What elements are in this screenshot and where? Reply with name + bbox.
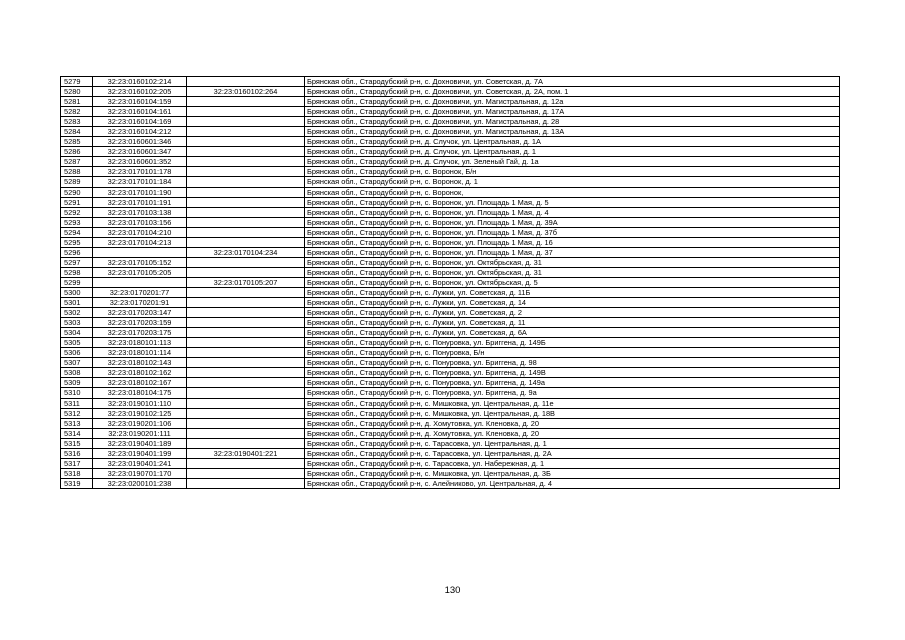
row-number-cell: 5318 (61, 468, 93, 478)
row-number-cell: 5298 (61, 267, 93, 277)
table-row (61, 237, 840, 247)
previous-number-cell (187, 107, 305, 117)
previous-number-cell (187, 468, 305, 478)
previous-number-cell: 32:23:0190401:221 (187, 448, 305, 458)
row-number-cell: 5285 (61, 137, 93, 147)
table-row (61, 358, 840, 368)
address-cell: Брянская обл., Стародубский р-н, с. Дохновичи, ул. Магистральная, д. 28 (305, 117, 840, 127)
cadastral-number-cell: 32:23:0160104:212 (93, 127, 187, 137)
cadastral-number-cell: 32:23:0160601:352 (93, 157, 187, 167)
cadastral-number-cell (93, 277, 187, 287)
previous-number-cell (187, 117, 305, 127)
address-cell: Брянская обл., Стародубский р-н, с. Понуровка, ул. Бриггена, д. 98 (305, 358, 840, 368)
cadastral-number-cell: 32:23:0170104:210 (93, 227, 187, 237)
previous-number-cell (187, 227, 305, 237)
previous-number-cell: 32:23:0160102:264 (187, 87, 305, 97)
table-row (61, 388, 840, 398)
table-row (61, 157, 840, 167)
cadastral-number-cell: 32:23:0190102:125 (93, 408, 187, 418)
previous-number-cell (187, 438, 305, 448)
table-row (61, 167, 840, 177)
previous-number-cell (187, 157, 305, 167)
address-cell: Брянская обл., Стародубский р-н, с. Понуровка, ул. Бриггена, д. 9а (305, 388, 840, 398)
row-number-cell: 5304 (61, 328, 93, 338)
row-number-cell: 5302 (61, 308, 93, 318)
table-row (61, 418, 840, 428)
cadastral-number-cell: 32:23:0170203:159 (93, 318, 187, 328)
table-row (61, 438, 840, 448)
cadastral-number-cell: 32:23:0160601:347 (93, 147, 187, 157)
table-row (61, 197, 840, 207)
previous-number-cell (187, 77, 305, 87)
previous-number-cell (187, 267, 305, 277)
previous-number-cell (187, 147, 305, 157)
cadastral-number-cell: 32:23:0180102:143 (93, 358, 187, 368)
address-cell: Брянская обл., Стародубский р-н, с. Алейниково, ул. Центральная, д. 4 (305, 478, 840, 488)
cadastral-number-cell: 32:23:0190401:241 (93, 458, 187, 468)
table-row (61, 287, 840, 297)
table-row (61, 448, 840, 458)
row-number-cell: 5307 (61, 358, 93, 368)
table-row (61, 87, 840, 97)
table-row (61, 147, 840, 157)
row-number-cell: 5315 (61, 438, 93, 448)
table-row (61, 177, 840, 187)
row-number-cell: 5309 (61, 378, 93, 388)
address-cell: Брянская обл., Стародубский р-н, д. Хомутовка, ул. Кленовка, д. 20 (305, 428, 840, 438)
address-cell: Брянская обл., Стародубский р-н, с. Дохновичи, ул. Магистральная, д. 13А (305, 127, 840, 137)
previous-number-cell (187, 428, 305, 438)
address-cell: Брянская обл., Стародубский р-н, с. Дохновичи, ул. Советская, д. 2А, пом. 1 (305, 87, 840, 97)
row-number-cell: 5292 (61, 207, 93, 217)
table-row (61, 348, 840, 358)
row-number-cell: 5303 (61, 318, 93, 328)
cadastral-number-cell: 32:23:0160104:169 (93, 117, 187, 127)
row-number-cell: 5306 (61, 348, 93, 358)
previous-number-cell (187, 388, 305, 398)
address-cell: Брянская обл., Стародубский р-н, с. Воронок, ул. Площадь 1 Мая, д. 16 (305, 237, 840, 247)
cadastral-number-cell: 32:23:0160102:205 (93, 87, 187, 97)
row-number-cell: 5300 (61, 287, 93, 297)
table-row (61, 428, 840, 438)
previous-number-cell (187, 358, 305, 368)
cadastral-number-cell: 32:23:0190201:111 (93, 428, 187, 438)
address-cell: Брянская обл., Стародубский р-н, с. Воронок, д. 1 (305, 177, 840, 187)
previous-number-cell (187, 348, 305, 358)
cadastral-number-cell: 32:23:0160601:346 (93, 137, 187, 147)
previous-number-cell (187, 408, 305, 418)
previous-number-cell (187, 298, 305, 308)
previous-number-cell (187, 338, 305, 348)
table-row (61, 77, 840, 87)
table-row (61, 257, 840, 267)
row-number-cell: 5313 (61, 418, 93, 428)
previous-number-cell (187, 318, 305, 328)
address-cell: Брянская обл., Стародубский р-н, с. Воронок, ул. Октябрьская, д. 31 (305, 267, 840, 277)
cadastral-number-cell: 32:23:0180101:113 (93, 338, 187, 348)
previous-number-cell (187, 287, 305, 297)
row-number-cell: 5279 (61, 77, 93, 87)
row-number-cell: 5280 (61, 87, 93, 97)
address-cell: Брянская обл., Стародубский р-н, с. Тарасовка, ул. Центральная, д. 1 (305, 438, 840, 448)
address-cell: Брянская обл., Стародубский р-н, с. Дохновичи, ул. Магистральная, д. 12а (305, 97, 840, 107)
address-cell: Брянская обл., Стародубский р-н, с. Понуровка, ул. Бриггена, д. 149а (305, 378, 840, 388)
cadastral-number-cell: 32:23:0170101:184 (93, 177, 187, 187)
row-number-cell: 5293 (61, 217, 93, 227)
cadastral-number-cell: 32:23:0170203:147 (93, 308, 187, 318)
row-number-cell: 5290 (61, 187, 93, 197)
previous-number-cell (187, 308, 305, 318)
previous-number-cell (187, 167, 305, 177)
table-row (61, 478, 840, 488)
table-row (61, 378, 840, 388)
address-cell: Брянская обл., Стародубский р-н, с. Лужки, ул. Советская, д. 11Б (305, 287, 840, 297)
address-cell: Брянская обл., Стародубский р-н, с. Воронок, ул. Площадь 1 Мая, д. 5 (305, 197, 840, 207)
row-number-cell: 5301 (61, 298, 93, 308)
table-body (61, 77, 840, 489)
address-cell: Брянская обл., Стародубский р-н, с. Лужки, ул. Советская, д. 14 (305, 298, 840, 308)
row-number-cell: 5281 (61, 97, 93, 107)
table-row (61, 308, 840, 318)
cadastral-number-cell: 32:23:0170101:190 (93, 187, 187, 197)
table-row (61, 207, 840, 217)
previous-number-cell (187, 368, 305, 378)
address-cell: Брянская обл., Стародубский р-н, с. Мишковка, ул. Центральная, д. 11е (305, 398, 840, 408)
table-row (61, 217, 840, 227)
table-row (61, 277, 840, 287)
row-number-cell: 5314 (61, 428, 93, 438)
cadastral-number-cell: 32:23:0160104:161 (93, 107, 187, 117)
address-cell: Брянская обл., Стародубский р-н, с. Понуровка, ул. Бриггена, д. 149В (305, 368, 840, 378)
row-number-cell: 5286 (61, 147, 93, 157)
previous-number-cell (187, 97, 305, 107)
row-number-cell: 5319 (61, 478, 93, 488)
cadastral-number-cell: 32:23:0180102:162 (93, 368, 187, 378)
previous-number-cell (187, 257, 305, 267)
address-cell: Брянская обл., Стародубский р-н, с. Лужки, ул. Советская, д. 2 (305, 308, 840, 318)
table-row (61, 227, 840, 237)
cadastral-number-cell (93, 247, 187, 257)
row-number-cell: 5305 (61, 338, 93, 348)
cadastral-number-cell: 32:23:0170101:191 (93, 197, 187, 207)
cadastral-number-cell: 32:23:0170201:91 (93, 298, 187, 308)
previous-number-cell (187, 177, 305, 187)
table-row (61, 468, 840, 478)
cadastral-number-cell: 32:23:0180104:175 (93, 388, 187, 398)
address-cell: Брянская обл., Стародубский р-н, д. Случок, ул. Центральная, д. 1 (305, 147, 840, 157)
row-number-cell: 5296 (61, 247, 93, 257)
address-cell: Брянская обл., Стародубский р-н, с. Воронок, ул. Площадь 1 Мая, д. 37 (305, 247, 840, 257)
table-row (61, 117, 840, 127)
cadastral-number-cell: 32:23:0170105:152 (93, 257, 187, 267)
cadastral-number-cell: 32:23:0170103:156 (93, 217, 187, 227)
row-number-cell: 5284 (61, 127, 93, 137)
table-row (61, 368, 840, 378)
table-row (61, 247, 840, 257)
cadastral-number-cell: 32:23:0190701:170 (93, 468, 187, 478)
table-row (61, 97, 840, 107)
address-cell: Брянская обл., Стародубский р-н, с. Воронок, ул. Октябрьская, д. 31 (305, 257, 840, 267)
cadastral-number-cell: 32:23:0170105:205 (93, 267, 187, 277)
row-number-cell: 5291 (61, 197, 93, 207)
address-cell: Брянская обл., Стародубский р-н, с. Воронок, ул. Площадь 1 Мая, д. 37б (305, 227, 840, 237)
address-cell: Брянская обл., Стародубский р-н, с. Понуровка, Б/н (305, 348, 840, 358)
row-number-cell: 5310 (61, 388, 93, 398)
previous-number-cell (187, 378, 305, 388)
previous-number-cell (187, 217, 305, 227)
cadastral-number-cell: 32:23:0170101:178 (93, 167, 187, 177)
cadastral-number-cell: 32:23:0190401:189 (93, 438, 187, 448)
address-cell: Брянская обл., Стародубский р-н, с. Тарасовка, ул. Набережная, д. 1 (305, 458, 840, 468)
previous-number-cell (187, 458, 305, 468)
cadastral-number-cell: 32:23:0160104:159 (93, 97, 187, 107)
row-number-cell: 5297 (61, 257, 93, 267)
row-number-cell: 5288 (61, 167, 93, 177)
row-number-cell: 5316 (61, 448, 93, 458)
cadastral-number-cell: 32:23:0180102:167 (93, 378, 187, 388)
table-row (61, 328, 840, 338)
address-cell: Брянская обл., Стародубский р-н, с. Воронок, ул. Площадь 1 Мая, д. 39А (305, 217, 840, 227)
row-number-cell: 5289 (61, 177, 93, 187)
address-cell: Брянская обл., Стародубский р-н, с. Лужки, ул. Советская, д. 11 (305, 318, 840, 328)
previous-number-cell (187, 398, 305, 408)
address-cell: Брянская обл., Стародубский р-н, с. Воронок, (305, 187, 840, 197)
row-number-cell: 5287 (61, 157, 93, 167)
cadastral-number-cell: 32:23:0170104:213 (93, 237, 187, 247)
table-row (61, 267, 840, 277)
cadastral-number-cell: 32:23:0170103:138 (93, 207, 187, 217)
cadastral-number-cell: 32:23:0170203:175 (93, 328, 187, 338)
previous-number-cell (187, 237, 305, 247)
table-row (61, 107, 840, 117)
previous-number-cell (187, 127, 305, 137)
row-number-cell: 5299 (61, 277, 93, 287)
address-cell: Брянская обл., Стародубский р-н, с. Лужки, ул. Советская, д. 6А (305, 328, 840, 338)
row-number-cell: 5311 (61, 398, 93, 408)
previous-number-cell (187, 197, 305, 207)
address-cell: Брянская обл., Стародубский р-н, с. Понуровка, ул. Бриггена, д. 149Б (305, 338, 840, 348)
row-number-cell: 5312 (61, 408, 93, 418)
data-table (60, 76, 840, 489)
address-cell: Брянская обл., Стародубский р-н, с. Воронок, Б/н (305, 167, 840, 177)
cadastral-number-cell: 32:23:0170201:77 (93, 287, 187, 297)
table-row (61, 338, 840, 348)
table-row (61, 458, 840, 468)
address-cell: Брянская обл., Стародубский р-н, д. Случок, ул. Центральная, д. 1А (305, 137, 840, 147)
address-cell: Брянская обл., Стародубский р-н, с. Тарасовка, ул. Центральная, д. 2А (305, 448, 840, 458)
previous-number-cell: 32:23:0170105:207 (187, 277, 305, 287)
cadastral-number-cell: 32:23:0190101:110 (93, 398, 187, 408)
address-cell: Брянская обл., Стародубский р-н, с. Воронок, ул. Площадь 1 Мая, д. 4 (305, 207, 840, 217)
row-number-cell: 5295 (61, 237, 93, 247)
address-cell: Брянская обл., Стародубский р-н, с. Дохновичи, ул. Советская, д. 7А (305, 77, 840, 87)
previous-number-cell (187, 137, 305, 147)
address-cell: Брянская обл., Стародубский р-н, с. Дохновичи, ул. Магистральная, д. 17А (305, 107, 840, 117)
table-row (61, 127, 840, 137)
cadastral-number-cell: 32:23:0160102:214 (93, 77, 187, 87)
table-row (61, 318, 840, 328)
address-cell: Брянская обл., Стародубский р-н, с. Мишковка, ул. Центральная, д. 18В (305, 408, 840, 418)
cadastral-number-cell: 32:23:0190401:199 (93, 448, 187, 458)
address-cell: Брянская обл., Стародубский р-н, с. Воронок, ул. Октябрьская, д. 5 (305, 277, 840, 287)
cadastral-number-cell: 32:23:0190201:106 (93, 418, 187, 428)
table-row (61, 398, 840, 408)
row-number-cell: 5317 (61, 458, 93, 468)
cadastral-number-cell: 32:23:0180101:114 (93, 348, 187, 358)
row-number-cell: 5282 (61, 107, 93, 117)
table-row (61, 408, 840, 418)
previous-number-cell (187, 418, 305, 428)
row-number-cell: 5294 (61, 227, 93, 237)
previous-number-cell: 32:23:0170104:234 (187, 247, 305, 257)
cadastral-number-cell: 32:23:0200101:238 (93, 478, 187, 488)
address-cell: Брянская обл., Стародубский р-н, д. Хомутовка, ул. Кленовка, д. 20 (305, 418, 840, 428)
table-row (61, 298, 840, 308)
previous-number-cell (187, 187, 305, 197)
previous-number-cell (187, 328, 305, 338)
previous-number-cell (187, 478, 305, 488)
table-row (61, 187, 840, 197)
address-cell: Брянская обл., Стародубский р-н, с. Мишковка, ул. Центральная, д. 3Б (305, 468, 840, 478)
table-row (61, 137, 840, 147)
row-number-cell: 5283 (61, 117, 93, 127)
row-number-cell: 5308 (61, 368, 93, 378)
address-cell: Брянская обл., Стародубский р-н, д. Случок, ул. Зеленый Гай, д. 1а (305, 157, 840, 167)
previous-number-cell (187, 207, 305, 217)
page-number: 130 (444, 585, 461, 596)
